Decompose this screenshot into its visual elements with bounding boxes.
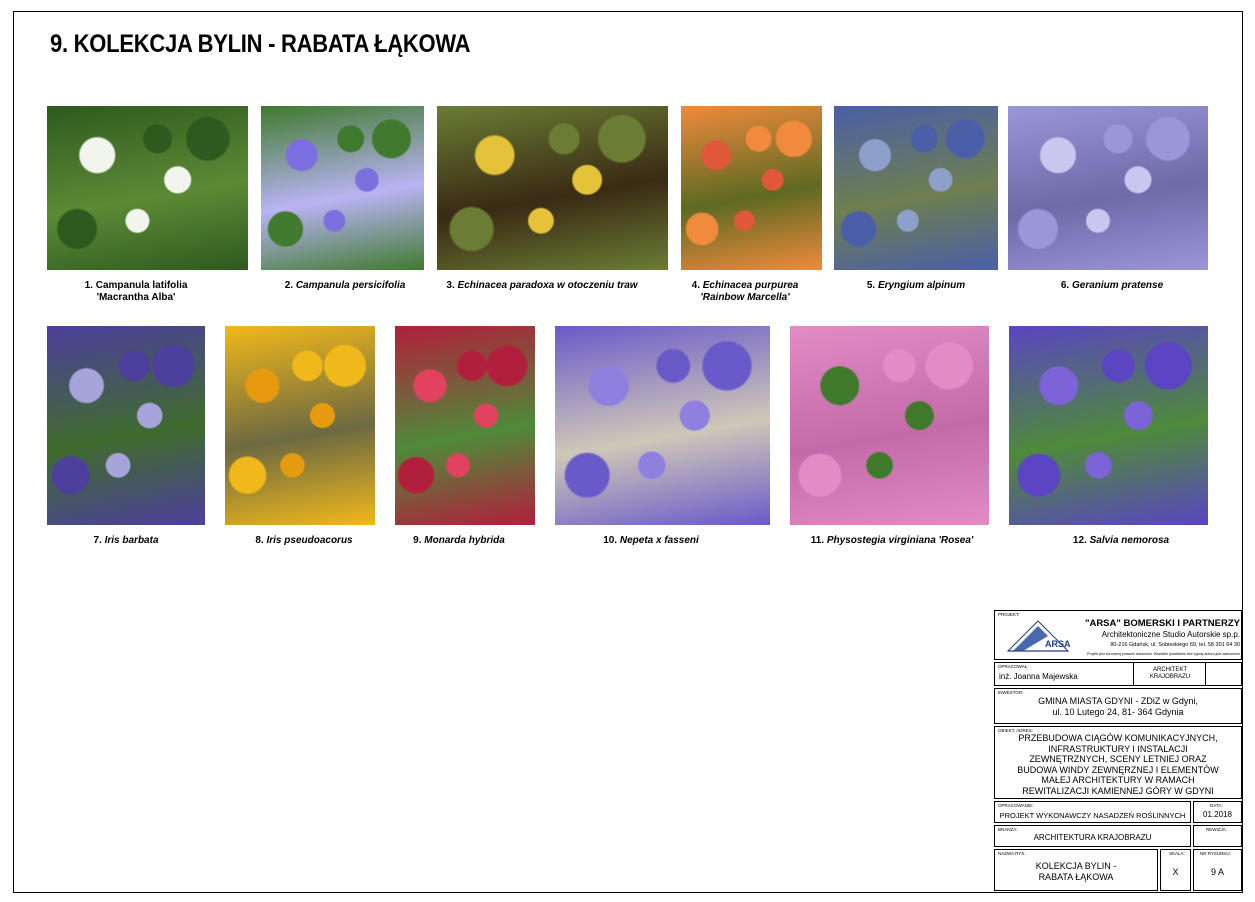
scale-value: X — [1172, 867, 1179, 877]
company-address: 80-216 Gdańsk, ul. Sobieskiego 69, tel. 58 301 64 30 — [1110, 642, 1240, 648]
company-subtitle: Architektoniczne Studio Autorskie sp.p. — [1101, 630, 1240, 639]
projekt-label: PROJEKT: — [998, 612, 1020, 617]
title-block-drawing-name — [994, 849, 1158, 891]
plant-name: Iris pseudoacorus — [266, 535, 353, 546]
title-block-project — [994, 610, 1242, 660]
author-role: ARCHITEKT KRAJOBRAZU — [1149, 667, 1191, 680]
investor-name: GMINA MIASTA GDYNI - ZDiZ w Gdyni, ul. 10 Lutego 24, 81- 364 Gdynia — [1038, 696, 1198, 717]
title-block-investor — [994, 688, 1242, 724]
plant-photo — [555, 326, 770, 525]
date-value: 01.2018 — [1203, 810, 1232, 819]
title-block-revision — [1193, 825, 1242, 847]
drawing-number: 9 A — [1210, 867, 1224, 877]
plant-caption — [762, 535, 1022, 547]
plant-number: 9. — [413, 535, 422, 546]
plant-number: 7. — [93, 535, 102, 546]
plant-photo — [47, 326, 205, 525]
plant-photo — [681, 106, 822, 270]
plant-number: 2. — [284, 280, 294, 291]
plant-number: 10. — [603, 535, 618, 546]
title-block-object — [994, 726, 1242, 799]
company-note: Projekt jest chroniony prawem autorskim. Wszelkie powielanie bez zgody autora jest zabronione — [1086, 652, 1240, 656]
plant-photo — [437, 106, 668, 270]
plant-photo — [790, 326, 989, 525]
plant-photo — [395, 326, 535, 525]
author-name: inż. Joanna Majewska — [999, 672, 1078, 681]
stage-value: PROJEKT WYKONAWCZY NASADZEŃ ROŚLINNYCH — [999, 811, 1186, 820]
plant-caption — [521, 535, 781, 547]
plant-name: Geranium pratense — [1071, 280, 1164, 291]
drawing-name-label: NAZWA RYS.: — [998, 851, 1027, 856]
plant-number: 5. — [866, 280, 876, 291]
revision-label: REWIZJA: — [1206, 827, 1227, 832]
opracowal-label: OPRACOWAŁ: — [998, 664, 1029, 669]
obiekt-label: OBIEKT, ADRES: — [998, 728, 1034, 733]
plant-photo — [834, 106, 998, 270]
plant-name: Salvia nemorosa — [1089, 535, 1170, 546]
plant-number: 12. — [1072, 535, 1087, 546]
plant-name: Physostegia virginiana 'Rosea' — [826, 535, 974, 546]
title-block-scale — [1160, 849, 1191, 891]
date-label: DATA: — [1210, 803, 1223, 808]
logo-text: ARSA — [1045, 639, 1071, 649]
plant-caption — [991, 535, 1251, 547]
sheet-title: 9. KOLEKCJA BYLIN - RABATA ŁĄKOWA — [50, 30, 471, 58]
scale-label: SKALA: — [1169, 851, 1185, 856]
stage-label: OPRACOWANIE: — [998, 803, 1034, 808]
plant-photo — [1008, 106, 1208, 270]
title-block-author — [994, 662, 1242, 686]
inwestor-label: INWESTOR: — [998, 690, 1024, 695]
plant-name: Monarda hybrida — [424, 535, 505, 546]
plant-number: 1. — [84, 280, 93, 291]
plant-number: 4. — [691, 280, 700, 291]
plant-number: 6. — [1060, 280, 1070, 291]
branch-label: BRANŻA: — [998, 827, 1018, 832]
plant-photo — [261, 106, 424, 270]
number-label: NR RYSUNKU: — [1200, 851, 1231, 856]
plant-name: Eryngium alpinum — [877, 280, 966, 291]
title-block-stage — [994, 801, 1191, 823]
plant-photo — [47, 106, 248, 270]
plant-name: Echinacea purpurea 'Rainbow Marcella' — [700, 280, 799, 303]
plant-number: 11. — [810, 535, 825, 546]
title-block-branch — [994, 825, 1191, 847]
plant-caption — [982, 280, 1242, 292]
plant-name: Campanula persicifolia — [295, 280, 406, 291]
title-block-number — [1193, 849, 1242, 891]
company-logo — [1003, 617, 1073, 655]
plant-name: Nepeta x fasseni — [619, 535, 699, 546]
plant-number: 3. — [446, 280, 455, 291]
object-description: PRZEBUDOWA CIĄGÓW KOMUNIKACYJNYCH, INFRASTRUKTURY I INSTALACJI ZEWNĘTRZNYCH, SCENY LETNIEJ ORAZ BUDOWA WINDY ZEWNĘRZNEJ I ELEMENTÓW MAŁEJ ARCHITEKTURY W RAMACH REWITALIZACJI KAMIENNEJ GÓRY W GDYNI — [1017, 733, 1219, 796]
plant-number: 8. — [255, 535, 264, 546]
plant-name: Echinacea paradoxa w otoczeniu traw — [457, 280, 638, 291]
plant-photo — [1009, 326, 1208, 525]
drawing-name: KOLEKCJA BYLIN - RABATA ŁĄKOWA — [1035, 861, 1117, 882]
plant-name: Campanula latifolia 'Macrantha Alba' — [95, 280, 188, 303]
company-name: "ARSA" BOMERSKI I PARTNERZY — [1084, 618, 1240, 629]
plant-name: Iris barbata — [104, 535, 159, 546]
plant-photo — [225, 326, 375, 525]
branch-value: ARCHITEKTURA KRAJOBRAZU — [1033, 833, 1152, 842]
title-block-date — [1193, 801, 1242, 823]
